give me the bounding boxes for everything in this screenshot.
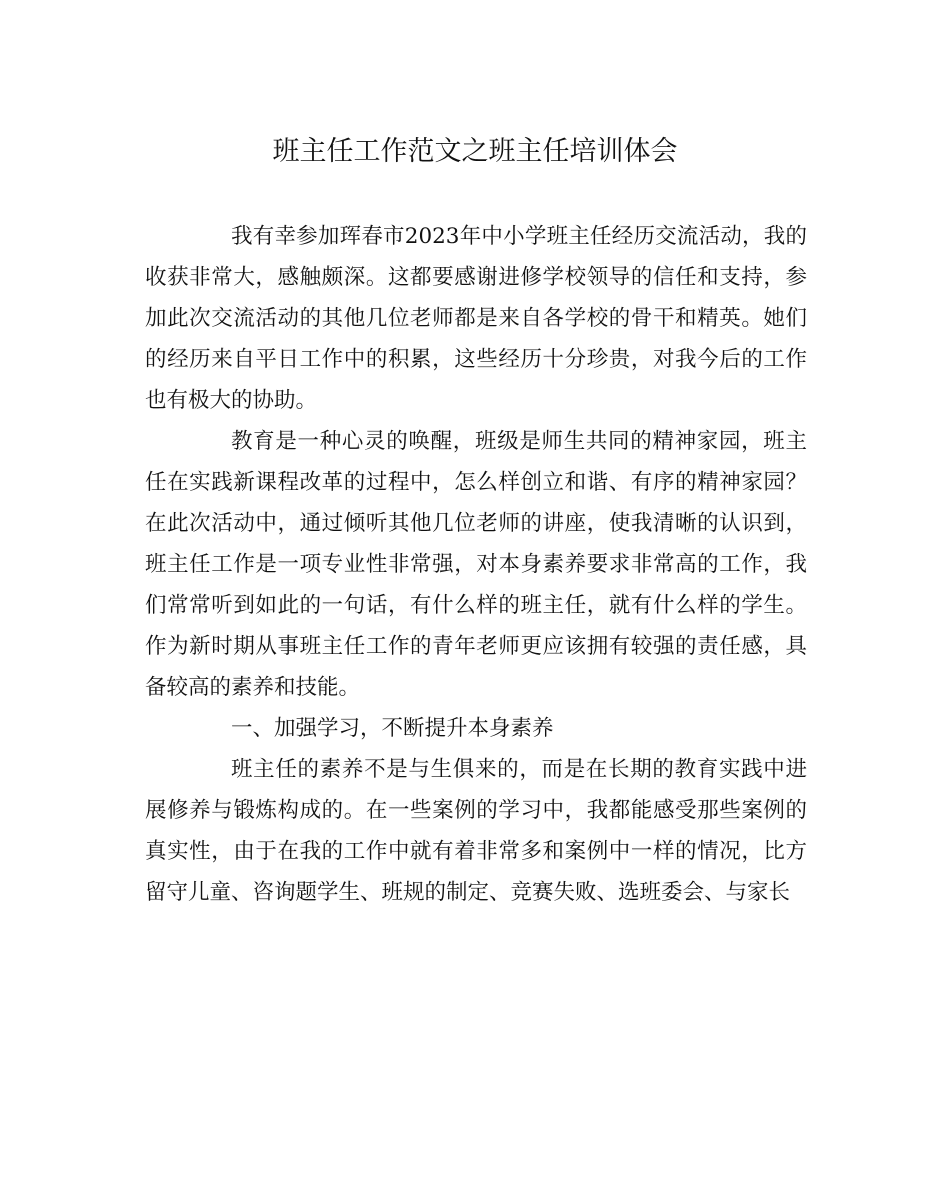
document-title: 班主任工作范文之班主任培训体会 <box>272 136 678 167</box>
paragraph-quality: 班主任的素养不是与生俱来的，而是在长期的教育实践中进展修养与锻炼构成的。在一些案例的学习中，我都能感受那些案例的真实性，由于在我的工作中就有着非常多和案例中一样的情况，比方留守儿童、咨询题学生、班规的制定、竞赛失败、选班委会、与家长 <box>145 757 807 905</box>
section-heading-1: 一、加强学习，不断提升本身素养 <box>231 716 554 741</box>
paragraph-education: 教育是一种心灵的唤醒，班级是师生共同的精神家园，班主任在实践新课程改革的过程中，怎么样创立和谐、有序的精神家园？在此次活动中，通过倾听其他几位老师的讲座，使我清晰的认识到，班主任工作是一项专业性非常强，对本身素养要求非常高的工作，我们常常听到如此的一句话，有什么样的班主任，就有什么样的学生。作为新时期从事班主任工作的青年老师更应该拥有较强的责任感，具备较高的素养和技能。 <box>145 429 807 700</box>
paragraph-intro: 我有幸参加珲春市2023年中小学班主任经历交流活动，我的收获非常大，感触颇深。这都要感谢进修学校领导的信任和支持，参加此次交流活动的其他几位老师都是来自各学校的骨干和精英。她们的经历来自平日工作中的积累，这些经历十分珍贵，对我今后的工作也有极大的协助。 <box>145 224 807 413</box>
document-body <box>145 216 807 913</box>
